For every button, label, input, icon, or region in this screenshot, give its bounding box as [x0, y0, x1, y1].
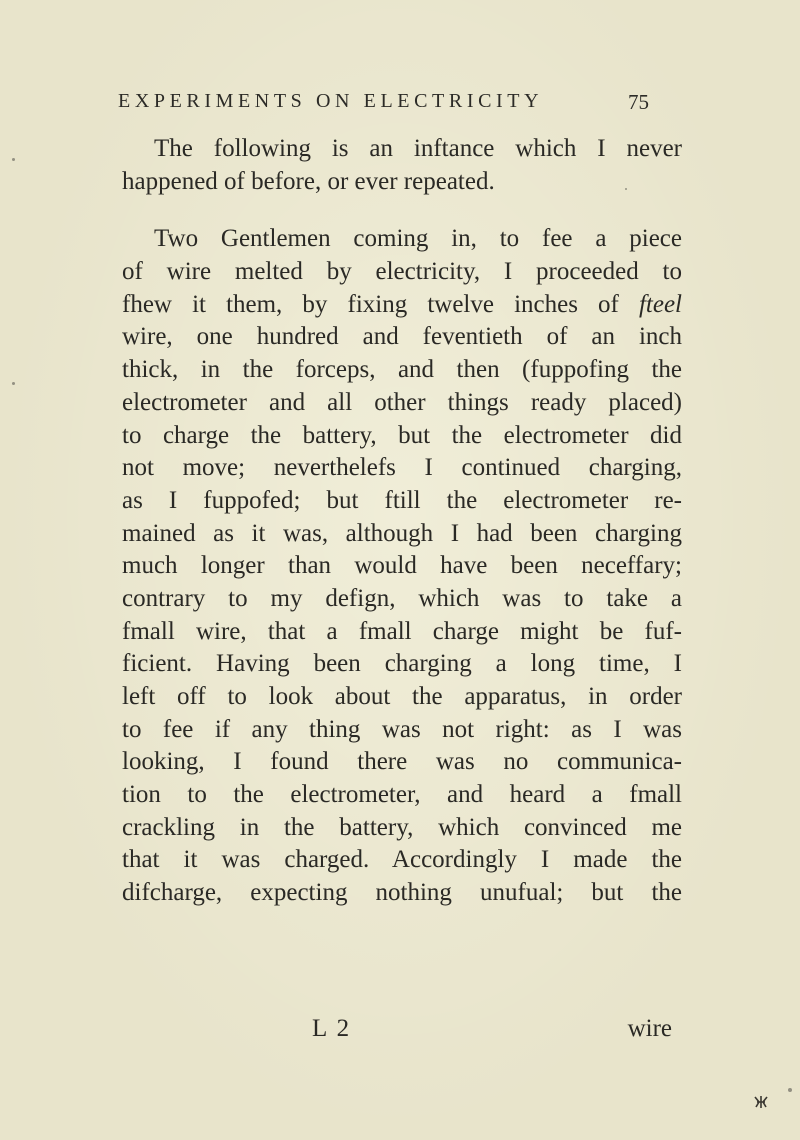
text-segment: fhew it them, by fixing twelve inches of — [122, 290, 639, 318]
text-line: ficient. Having been charging a long time, I — [122, 650, 682, 678]
page-number: 75 — [628, 90, 649, 114]
paragraph-gap — [122, 198, 682, 223]
running-head-title: EXPERIMENTS ON ELECTRICITY — [118, 90, 544, 112]
text-line: thick, in the forceps, and then (fuppofing the — [122, 356, 682, 384]
text-line: to charge the battery, but the electrometer did — [122, 421, 682, 449]
text-line: not move; neverthelefs I continued charging, — [122, 454, 682, 482]
paper-speck — [12, 382, 15, 385]
text-line: fmall wire, that a fmall charge might be fuf- — [122, 617, 682, 645]
body-text — [122, 133, 682, 910]
text-line: as I fuppofed; but ftill the electrometer re- — [122, 486, 682, 514]
text-line: that it was charged. Accordingly I made the — [122, 846, 682, 874]
page-footer — [122, 1015, 682, 1049]
text-line: crackling in the battery, which convinced me — [122, 813, 682, 841]
paper-speck — [625, 188, 627, 190]
text-line: happened of before, or ever repeated. — [122, 167, 495, 195]
text-line: mained as it was, although I had been charging — [122, 519, 682, 547]
text-line-with-italic — [122, 289, 682, 322]
text-line: left off to look about the apparatus, in order — [122, 683, 682, 710]
text-line: electrometer and all other things ready placed) — [122, 388, 682, 416]
text-line: difcharge, expecting nothing unufual; but the — [122, 879, 682, 907]
text-line: wire, one hundred and feventieth of an inch — [122, 323, 682, 351]
text-line: The following is an inftance which I never — [154, 135, 682, 162]
signature-mark: L 2 — [312, 1015, 352, 1042]
text-line: much longer than would have been neceffary; — [122, 552, 682, 580]
text-line: to fee if any thing was not right: as I was — [122, 715, 682, 743]
text-line: looking, I found there was no communica- — [122, 748, 682, 776]
running-head — [118, 90, 658, 120]
text-line: Two Gentlemen coming in, to fee a piece — [154, 225, 682, 253]
paper-speck — [12, 158, 15, 161]
paper-speck — [788, 1088, 792, 1092]
text-line: contrary to my defign, which was to take a — [122, 584, 682, 612]
stamp-mark-icon — [753, 1095, 769, 1109]
text-line: of wire melted by electricity, I proceeded to — [122, 258, 682, 286]
italic-word: fteel — [638, 290, 682, 318]
catchword: wire — [627, 1015, 672, 1042]
text-line: tion to the electrometer, and heard a fmall — [122, 781, 682, 809]
